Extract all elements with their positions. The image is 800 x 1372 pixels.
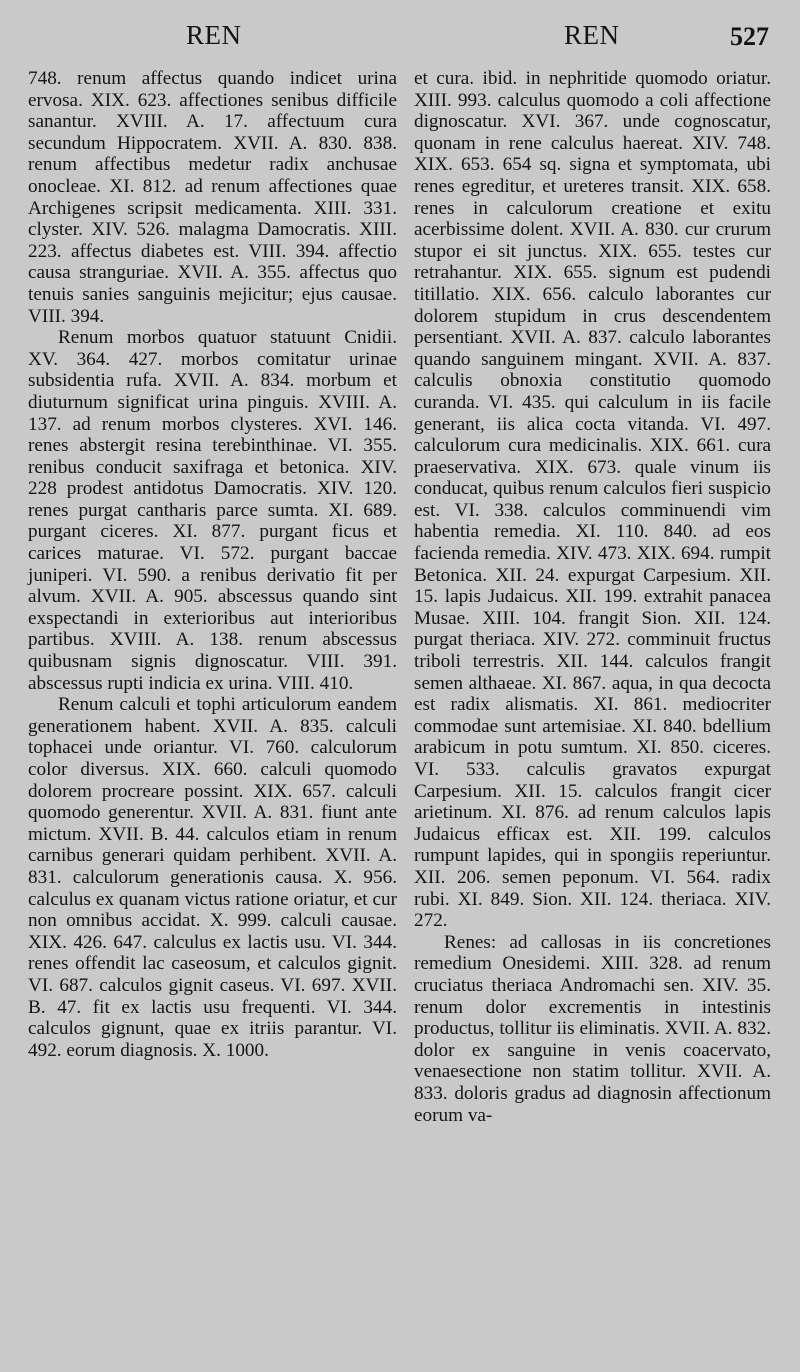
running-header bbox=[0, 20, 800, 60]
paragraph: 748. renum affectus quando indicet urina ervosa. XIX. 623. affectiones senibus difficile sanantur. XVIII. A. 17. affectuum cura secundum Hippocratem. XVII. A. 830. 838. renum affectibus medetur radix anchusae onocleae. XI. 812. ad renum affectiones quae Archigenes scripsit medicamenta. XIII. 331. clyster. XIV. 526. malagma Damocratis. XIII. 223. affectus diabetes est. VIII. 394. affectio causa stranguriae. XVII. A. 355. affectus quo tenuis sanies sanguinis mejicitur; ejus causae. VIII. 394. bbox=[28, 68, 397, 327]
paragraph: Renes: ad callosas in iis concretiones remedium Onesidemi. XIII. 328. ad renum cruciatus theriaca Andromachi sen. XIV. 35. renum dolor excrementis in intestinis productus, tollitur iis eliminatis. XVII. A. 832. dolor ex sanguine in venis coacervato, venaesectione non statim tollitur. XVII. A. 833. doloris gradus ad diagnosin affectionum eorum va- bbox=[414, 931, 771, 1126]
paragraph: Renum calculi et tophi articulorum eandem generationem habent. XVII. A. 835. calculi tophacei unde oriantur. VI. 760. calculorum color diversus. XIX. 660. calculi quomodo dolorem procreare possint. XIX. 657. calculi quomodo generentur. XVII. A. 831. fiunt ante mictum. XVII. B. 44. calculos etiam in renum carnibus generari quidam perhibent. XVII. A. 831. calculorum generationis causa. X. 956. calculus ex quanam victus ratione oriatur, et cur non omnibus accidat. X. 999. calculi causae. XIX. 426. 647. calculus ex lactis usu. VI. 344. renes offendit lac caseosum, et calculos gignit. VI. 687. calculos gignit caseus. VI. 697. XVII. B. 47. fit ex lactis usu frequenti. VI. 344. calculos gignunt, quae ex itriis parantur. VI. 492. eorum diagnosis. X. 1000. bbox=[28, 694, 397, 1061]
right-running-title: REN bbox=[564, 20, 620, 50]
page-number: 527 bbox=[730, 22, 769, 51]
paragraph: Renum morbos quatuor statuunt Cnidii. XV. 364. 427. morbos comitatur urinae subsidentia rufa. XVII. A. 834. morbum et diuturnum significat urina pinguis. XVIII. A. 137. ad renum morbos clysteres. XVI. 146. renes abstergit resina terebinthinae. VI. 355. renibus conducit saxifraga et betonica. XIV. 228 prodest antidotus Damocratis. XIV. 120. renes purgat cantharis parce sumta. XI. 689. purgant ciceres. XI. 877. purgant ficus et carices maturae. VI. 572. purgant baccae juniperi. VI. 590. a renibus derivatio fit per alvum. XVII. A. 905. abscessus quando sint exspectandi in exterioribus aut interioribus partibus. XVIII. A. 138. renum abscessus quibusnam signis dignoscatur. VIII. 391. abscessus rupti indicia ex urina. VIII. 410. bbox=[28, 327, 397, 694]
left-running-title: REN bbox=[186, 20, 242, 50]
paragraph: et cura. ibid. in nephritide quomodo oriatur. XIII. 993. calculus quomodo a coli affectione dignoscatur. XVI. 367. unde cognoscatur, quonam in rene calculus haereat. XIV. 748. XIX. 653. 654 sq. signa et symptomata, ubi renes egreditur, et ureteres transit. XIX. 658. renes in calculorum creatione et exitu acerbissime dolent. XVII. A. 830. cur crurum stupor ei sit junctus. XIX. 655. testes cur retrahantur. XIX. 655. signum est pudendi titillatio. XIX. 656. calculo laborantes cur dolorem stupidum in crus descendentem persentiant. XVII. A. 837. calculo laborantes quando sanguinem mingant. XVII. A. 837. calculis obnoxia constitutio quomodo curanda. VI. 435. qui calculum in iis facile generant, iis alica cocta vitanda. VI. 497. calculorum cura medicinalis. XIX. 661. cura praeservativa. XIX. 673. quale vinum iis conducat, quibus renum calculos fieri suspicio est. VI. 338. calculos comminuendi vim habentia remedia. XI. 110. 840. ad eos facienda remedia. XIV. 473. XIX. 694. rumpit Betonica. XII. 24. expurgat Carpesium. XII. 15. lapis Judaicus. XII. 199. extrahit panacea Musae. XIII. 104. frangit Sion. XII. 124. purgat theriaca. XIV. 272. comminuit fructus triboli terrestris. XII. 144. calculos frangit semen althaeae. XI. 867. aqua, in qua decocta est radix alismatis. XI. 861. mediocriter commodae sunt artemisiae. XI. 840. bdellium arabicum in potu sumtum. XI. 850. ciceres. VI. 533. calculis gravatos expurgat Carpesium. XII. 15. calculos frangit cicer arietinum. XI. 876. ad renum calculos lapis Judaicus efficax est. XII. 199. calculos rumpunt lapides, qui in spongiis reperiuntur. XII. 206. semen peponum. VI. 564. radix rubi. XI. 849. Sion. XII. 124. theriaca. XIV. 272. bbox=[414, 68, 771, 932]
left-column bbox=[28, 68, 397, 1061]
right-column bbox=[414, 68, 771, 1126]
